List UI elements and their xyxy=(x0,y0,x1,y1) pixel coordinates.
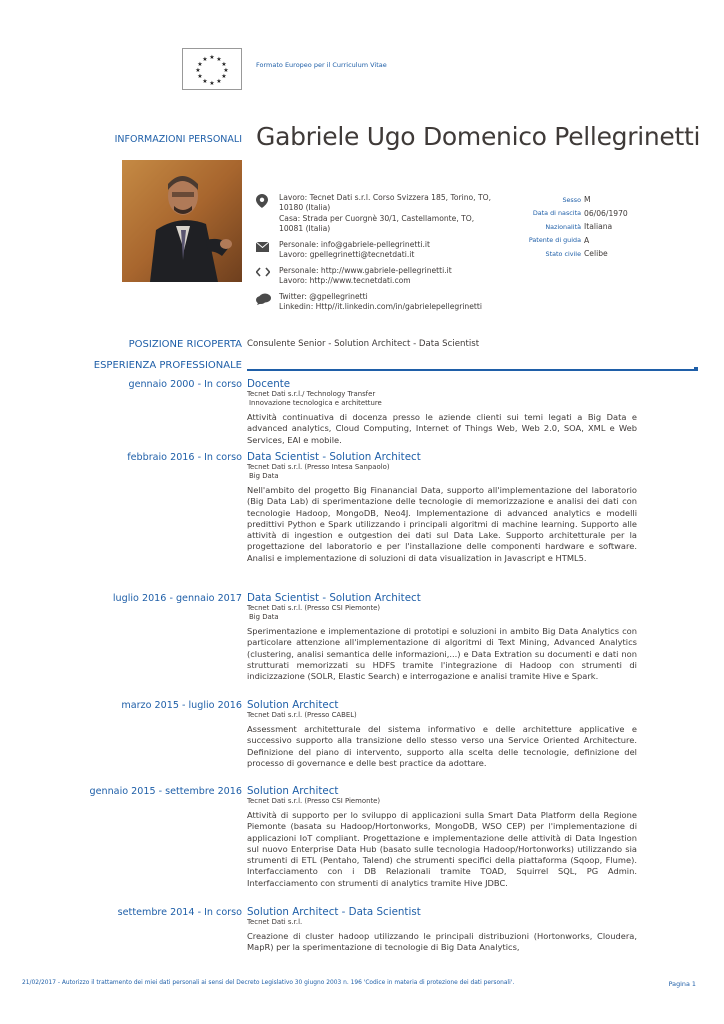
job-title: Data Scientist - Solution Architect xyxy=(247,451,421,463)
code-brackets-icon xyxy=(256,266,270,280)
section-divider xyxy=(247,369,697,371)
job-employer: Tecnet Dati s.r.l. xyxy=(247,918,303,926)
contact-address xyxy=(256,193,506,234)
contact-social xyxy=(256,292,506,313)
section-label-personal-info: INFORMAZIONI PERSONALI xyxy=(114,134,242,145)
chat-bubble-icon xyxy=(256,293,270,307)
website-personal[interactable]: Personale: http://www.gabriele-pellegrinetti.it xyxy=(279,266,452,275)
svg-text:★: ★ xyxy=(221,61,227,68)
contact-email xyxy=(256,240,506,261)
job-date: luglio 2016 - gennaio 2017 xyxy=(112,593,242,604)
svg-text:★: ★ xyxy=(202,78,208,85)
job-entry xyxy=(247,699,637,769)
job-employer: Tecnet Dati s.r.l./ Technology Transfer xyxy=(247,390,376,398)
detail-value: 06/06/1970 xyxy=(584,208,628,218)
job-title: Data Scientist - Solution Architect xyxy=(247,592,421,604)
job-date: marzo 2015 - luglio 2016 xyxy=(121,700,242,711)
job-date: gennaio 2000 - In corso xyxy=(128,379,242,390)
detail-row-birthdate xyxy=(520,207,670,221)
detail-value: M xyxy=(584,195,591,205)
linkedin-url[interactable]: Linkedin: Http//it.linkedin.com/in/gabrielepellegrinetti xyxy=(279,302,482,312)
svg-text:★: ★ xyxy=(197,61,203,68)
job-entry xyxy=(247,906,637,954)
website-work[interactable]: Lavoro: http://www.tecnetdati.com xyxy=(279,276,411,286)
detail-value: Italiana xyxy=(584,222,613,232)
job-description: Nell'ambito del progetto Big Finanancial Data, supporto all'implementazione del laboratorio (Big Data Lab) di sperimentazione delle tecnologie di memorizzazione e analisi dei dati con tecnologie Hadoop, MongoDB, Neo4J. Implementazione di advanced analytics e modelli predittivi Python e Spark utilizzando i principali algoritmi di machine learning. Supporto alle attività di ingestion e outgestion dei dati sul Data Lake. Supporto architetturale per la progettazione del laboratorio e per l'installazione delle componenti hardware e software. Analisi e implementazione di soluzioni di data visualization in Javascript e HTML5. xyxy=(247,485,637,563)
address-work-line: Lavoro: Tecnet Dati s.r.l. Corso Svizzera 185, Torino, TO, xyxy=(279,193,492,202)
detail-row-marital-status xyxy=(520,247,670,261)
job-sector: Innovazione tecnologica e architetture xyxy=(249,399,382,407)
detail-label: Data di nascita xyxy=(532,209,581,218)
job-date: febbraio 2016 - In corso xyxy=(127,452,242,463)
job-entry xyxy=(247,378,637,446)
profile-photo xyxy=(122,160,242,282)
location-pin-icon xyxy=(256,194,270,208)
section-divider-end xyxy=(694,367,698,371)
address-home-line: 10081 (Italia) xyxy=(279,223,331,233)
detail-label: Nazionalità xyxy=(545,222,581,231)
envelope-icon xyxy=(256,242,270,256)
address-work-line: 10180 (Italia) xyxy=(279,203,331,213)
job-entry xyxy=(247,592,637,682)
eu-flag-icon xyxy=(182,48,242,90)
detail-value: A xyxy=(584,235,590,245)
detail-label: Patente di guida xyxy=(528,236,581,245)
job-title: Solution Architect xyxy=(247,699,339,711)
email-personal[interactable]: Personale: info@gabriele-pellegrinetti.it xyxy=(279,240,430,249)
detail-row-license xyxy=(520,234,670,248)
job-employer: Tecnet Dati s.r.l. (Presso CSI Piemonte) xyxy=(247,797,381,805)
detail-value: Celibe xyxy=(584,249,608,259)
email-work[interactable]: Lavoro: gpellegrinetti@tecnetdati.it xyxy=(279,250,415,260)
job-employer: Tecnet Dati s.r.l. (Presso CSI Piemonte) xyxy=(247,604,381,612)
contact-web xyxy=(256,266,506,287)
job-description: Attività di supporto per lo sviluppo di applicazioni sulla Smart Data Platform della Regione Piemonte (basata su Hadoop/Hortonworks, MongoDB, WSO CEP) per l'implementazione di applicazioni IoT compliant. Progettazione e implementazione delle attività di Data Ingestion sul nuovo Enterprise Data Hub (basato sulle tecnologia Hadoop/Hortonworks) utilizzando sia strumenti di ETL (Pentaho, Talend) che strumenti specifici della piattaforma (Sqoop, Flume). Interfacciamento con i DB Relazionali tramite TOAD, Squirrel SQL, PG Admin. Interfacciamento con strumenti di analytics tramite Hive JDBC. xyxy=(247,810,637,888)
job-description: Sperimentazione e implementazione di prototipi e soluzioni in ambito Big Data Analytics con particolare attenzione all'implementazione di algoritmi di Text Mining, Advanced Analytics (clustering, analisi semantica delle informazioni,...) e Data Extration su documenti e dati non strutturati memorizzati su HDFS tramite l'integrazione di Hadoop con strumenti di indicizzazione (SOLR, Elastic Search) e interrogazione e analisi tramite Hive e Spark. xyxy=(247,626,637,682)
detail-label: Stato civile xyxy=(545,249,581,258)
job-date: settembre 2014 - In corso xyxy=(117,907,242,918)
svg-text:★: ★ xyxy=(223,67,229,74)
job-entry xyxy=(247,451,637,564)
job-sector: Big Data xyxy=(249,613,279,621)
svg-text:★: ★ xyxy=(209,80,215,87)
footer-consent: 21/02/2017 - Autorizzo il trattamento dei miei dati personali ai sensi del Decreto Legislativo 30 giugno 2003 n. 196 'Codice in materia di protezione dei dati personali'. xyxy=(22,980,515,986)
svg-text:★: ★ xyxy=(221,73,227,80)
job-title: Solution Architect - Data Scientist xyxy=(247,906,421,918)
job-employer: Tecnet Dati s.r.l. (Presso Intesa Sanpaolo) xyxy=(247,463,390,471)
job-employer: Tecnet Dati s.r.l. (Presso CABEL) xyxy=(247,711,357,719)
detail-row-sex xyxy=(520,193,670,207)
job-description: Attività continuativa di docenza presso le aziende clienti sui temi legati a Big Data e advanced analytics, Cloud Computing, Internet of Things Web, Web 2.0, SOA, XML e Web Services, EAI e mobile. xyxy=(247,412,637,445)
detail-label: Sesso xyxy=(562,195,581,204)
address-home-line: Casa: Strada per Cuorgnè 30/1, Castellamonte, TO, xyxy=(279,213,475,223)
job-sector: Big Data xyxy=(249,472,279,480)
section-label-experience: ESPERIENZA PROFESSIONALE xyxy=(93,360,242,371)
job-title: Docente xyxy=(247,378,291,390)
job-date: gennaio 2015 - settembre 2016 xyxy=(89,786,242,797)
svg-text:★: ★ xyxy=(195,67,201,74)
job-description: Creazione di cluster hadoop utilizzando le principali distribuzioni (Hortonworks, Cloudera, MapR) per la sperimentazione di tecnologie di Big Data Analytics, xyxy=(247,931,637,953)
detail-row-nationality xyxy=(520,220,670,234)
position-value: Consulente Senior - Solution Architect - Data Scientist xyxy=(247,339,480,349)
twitter-handle[interactable]: Twitter: @gpellegrinetti xyxy=(279,292,368,301)
svg-text:★: ★ xyxy=(209,54,215,61)
svg-text:★: ★ xyxy=(216,56,222,63)
job-entry xyxy=(247,785,637,889)
section-label-position: POSIZIONE RICOPERTA xyxy=(128,339,242,350)
candidate-name: Gabriele Ugo Domenico Pellegrinetti xyxy=(256,122,701,151)
svg-text:★: ★ xyxy=(197,73,203,80)
cv-format-note: Formato Europeo per il Curriculum Vitae xyxy=(256,61,387,69)
job-description: Assessment architetturale del sistema informativo e delle architetture applicative e successivo supporto alla transizione dello stesso verso una Service Oriented Architecture. Definizione del piano di intervento, supporto alla scelta delle tecnologie, definizione del processo di governance e delle best practice da adottare. xyxy=(247,724,637,768)
personal-details xyxy=(520,193,670,261)
svg-text:★: ★ xyxy=(202,56,208,63)
job-title: Solution Architect xyxy=(247,785,339,797)
page-number: Pagina 1 xyxy=(668,980,696,988)
svg-text:★: ★ xyxy=(216,78,222,85)
